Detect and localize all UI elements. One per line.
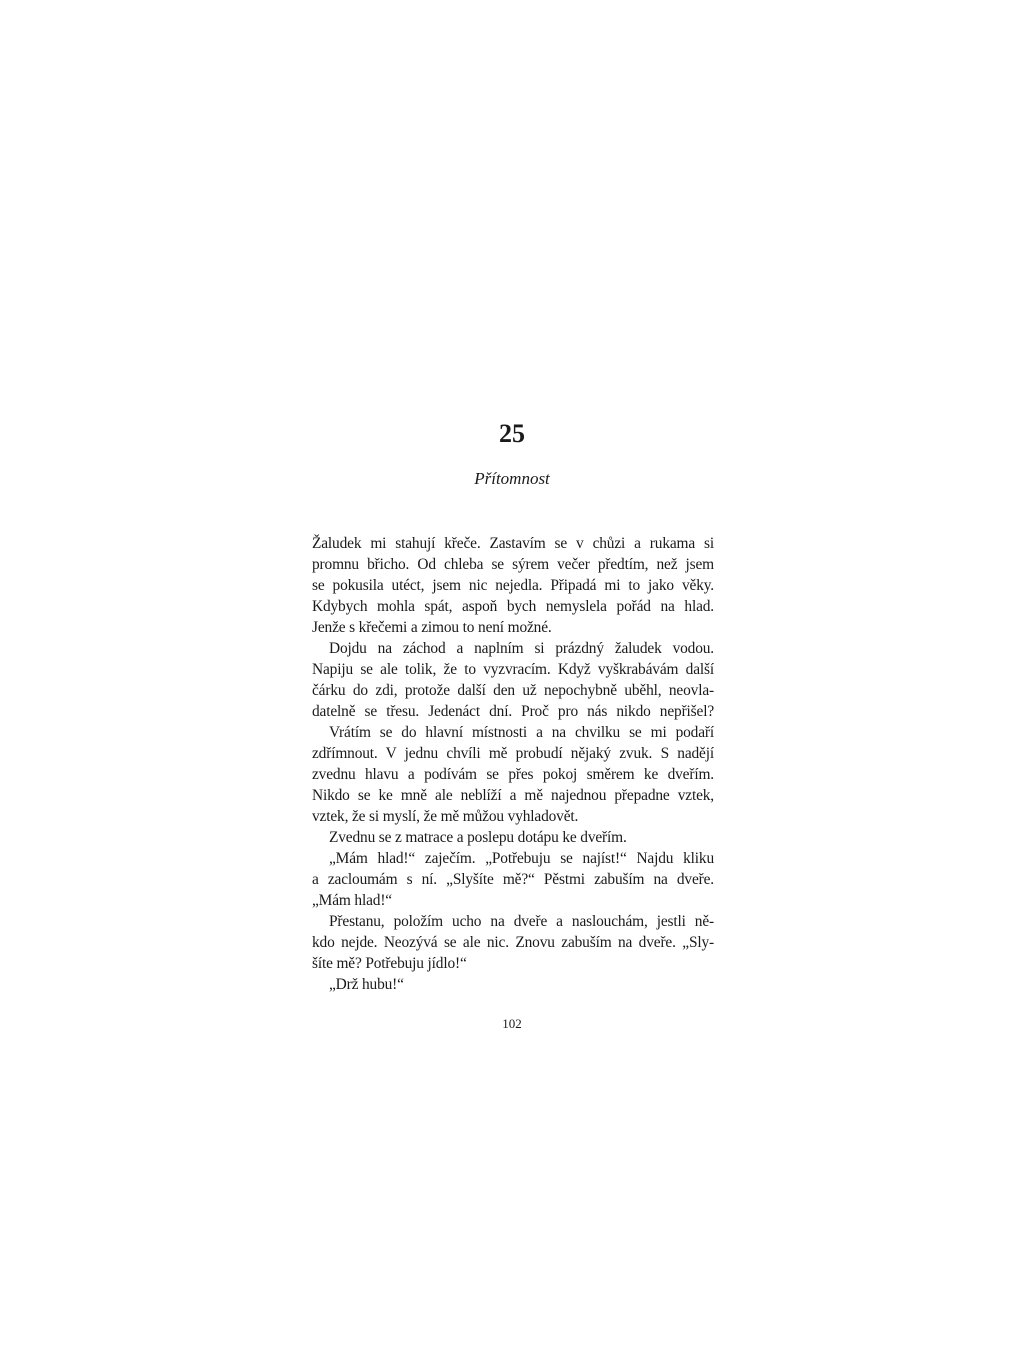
text-line: „Mám hlad!“ [312,892,392,909]
text-line: a zacloumám s ní. „Slyšíte mě?“ Pěstmi zabuším na dveře. [312,871,714,888]
chapter-number: 25 [499,419,525,448]
chapter-title: Přítomnost [474,469,550,488]
text-line: Vrátím se do hlavní místnosti a na chvilku se mi podaří [329,724,714,741]
page-number: 102 [502,1016,522,1031]
text-line: Kdybych mohla spát, aspoň bych nemyslela pořád na hlad. [312,598,714,615]
text-line: zdřímnout. V jednu chvíli mě probudí nějaký zvuk. S nadějí [312,745,714,762]
text-line: Dojdu na záchod a naplním si prázdný žaludek vodou. [329,640,714,657]
text-line: Zvednu se z matrace a poslepu dotápu ke dveřím. [329,829,627,846]
text-line: šíte mě? Potřebuju jídlo!“ [312,955,467,972]
text-line: datelně se třesu. Jedenáct dní. Proč pro nás nikdo nepřišel? [312,703,714,720]
chapter-body-text [312,533,714,995]
text-line: Napiju se ale tolik, že to vyzvracím. Když vyškrabávám další [312,661,714,678]
text-line: zvednu hlavu a podívám se přes pokoj směrem ke dveřím. [312,766,714,783]
text-line: vztek, že si myslí, že mě můžou vyhladovět. [312,808,579,825]
text-line: „Drž hubu!“ [329,976,404,993]
text-line: se pokusila utéct, jsem nic nejedla. Připadá mi to jako věky. [312,577,714,594]
text-line: kdo nejde. Neozývá se ale nic. Znovu zabuším na dveře. „Sly- [312,934,714,951]
text-line: Jenže s křečemi a zimou to není možné. [312,619,552,636]
text-line: Nikdo se ke mně ale neblíží a mě najednou přepadne vztek, [312,787,714,804]
text-line: „Mám hlad!“ zaječím. „Potřebuju se najíst!“ Najdu kliku [329,850,714,867]
text-line: promnu břicho. Od chleba se sýrem večer předtím, než jsem [312,556,714,573]
text-line: Žaludek mi stahují křeče. Zastavím se v chůzi a rukama si [312,535,714,552]
text-line: čárku do zdi, protože další den už nepochybně uběhl, neovla- [312,682,714,699]
text-line: Přestanu, položím ucho na dveře a naslouchám, jestli ně- [329,913,714,930]
